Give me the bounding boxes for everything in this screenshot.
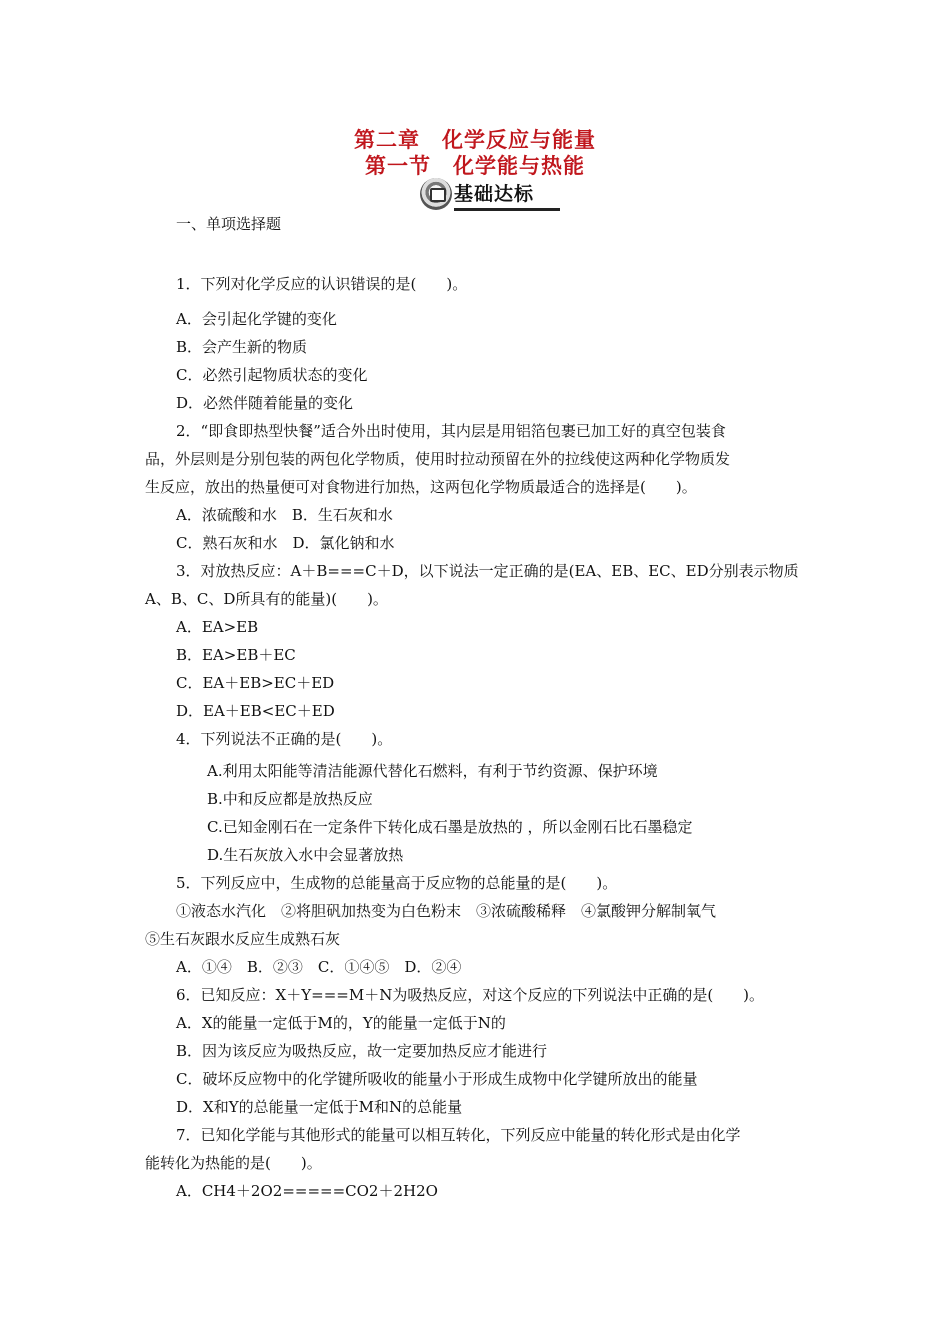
text-line: 1．下列对化学反应的认识错误的是( )。 bbox=[176, 275, 468, 293]
badge-underline bbox=[454, 208, 560, 211]
text-line: C．必然引起物质状态的变化 bbox=[176, 366, 368, 384]
text-line: A．X的能量一定低于M的，Y的能量一定低于N的 bbox=[176, 1014, 506, 1032]
basic-practice-badge bbox=[420, 178, 560, 212]
section-title: 第一节 化学能与热能 bbox=[365, 154, 585, 178]
text-line: 6．已知反应：X＋Y===M＋N为吸热反应，对这个反应的下列说法中正确的是( )。 bbox=[176, 986, 765, 1004]
section-label: 一、单项选择题 bbox=[176, 215, 282, 233]
text-line: B.中和反应都是放热反应 bbox=[207, 790, 373, 808]
text-line: B．因为该反应为吸热反应，故一定要加热反应才能进行 bbox=[176, 1042, 548, 1060]
text-line: B．EA>EB＋EC bbox=[176, 646, 296, 664]
text-line: A．会引起化学键的变化 bbox=[176, 310, 337, 328]
text-line: D．EA＋EB<EC＋ED bbox=[176, 702, 335, 720]
chapter-title: 第二章 化学反应与能量 bbox=[354, 128, 596, 152]
text-line: 5．下列反应中，生成物的总能量高于反应物的总能量的是( )。 bbox=[176, 874, 618, 892]
text-line: A、B、C、D所具有的能量)( )。 bbox=[145, 590, 388, 608]
text-line: C.已知金刚石在一定条件下转化成石墨是放热的 ，所以金刚石比石墨稳定 bbox=[207, 818, 693, 836]
text-line: B．会产生新的物质 bbox=[176, 338, 308, 356]
text-line: D．X和Y的总能量一定低于M和N的总能量 bbox=[176, 1098, 463, 1116]
text-line: D.生石灰放入水中会显著放热 bbox=[207, 846, 404, 864]
text-line: C．破坏反应物中的化学键所吸收的能量小于形成生成物中化学键所放出的能量 bbox=[176, 1070, 698, 1088]
text-line: 4．下列说法不正确的是( )。 bbox=[176, 730, 393, 748]
text-line: A.利用太阳能等清洁能源代替化石燃料，有利于节约资源、保护环境 bbox=[207, 762, 658, 780]
text-line: 能转化为热能的是( )。 bbox=[145, 1154, 322, 1172]
badge-label: 基础达标 bbox=[454, 183, 535, 205]
text-line: A．浓硫酸和水 B．生石灰和水 bbox=[176, 506, 393, 524]
text-line: A．①④ B．②③ C．①④⑤ D．②④ bbox=[176, 958, 462, 976]
text-line: 7．已知化学能与其他形式的能量可以相互转化，下列反应中能量的转化形式是由化学 bbox=[176, 1126, 741, 1144]
text-line: A．EA>EB bbox=[176, 618, 259, 636]
text-line: 3．对放热反应：A＋B===C＋D，以下说法一定正确的是(EA、EB、EC、ED分别表示物质 bbox=[176, 562, 799, 580]
text-line: D．必然伴随着能量的变化 bbox=[176, 394, 354, 412]
text-line: ⑤生石灰跟水反应生成熟石灰 bbox=[145, 930, 341, 948]
text-line: 品，外层则是分别包装的两包化学物质，使用时拉动预留在外的拉线使这两种化学物质发 bbox=[145, 450, 731, 468]
text-line: ①液态水汽化 ②将胆矾加热变为白色粉末 ③浓硫酸稀释 ④氯酸钾分解制氧气 bbox=[176, 902, 717, 920]
text-line: C．EA＋EB>EC＋ED bbox=[176, 674, 335, 692]
text-line: 生反应，放出的热量便可对食物进行加热，这两包化学物质最适合的选择是( )。 bbox=[145, 478, 697, 496]
text-line: 2．“即食即热型快餐”适合外出时使用，其内层是用铝箔包裹已加工好的真空包装食 bbox=[176, 422, 726, 440]
text-line: C．熟石灰和水 D．氯化钠和水 bbox=[176, 534, 395, 552]
text-line: A．CH4＋2O2=====CO2＋2H2O bbox=[176, 1182, 438, 1200]
book-emblem-icon bbox=[420, 178, 452, 210]
